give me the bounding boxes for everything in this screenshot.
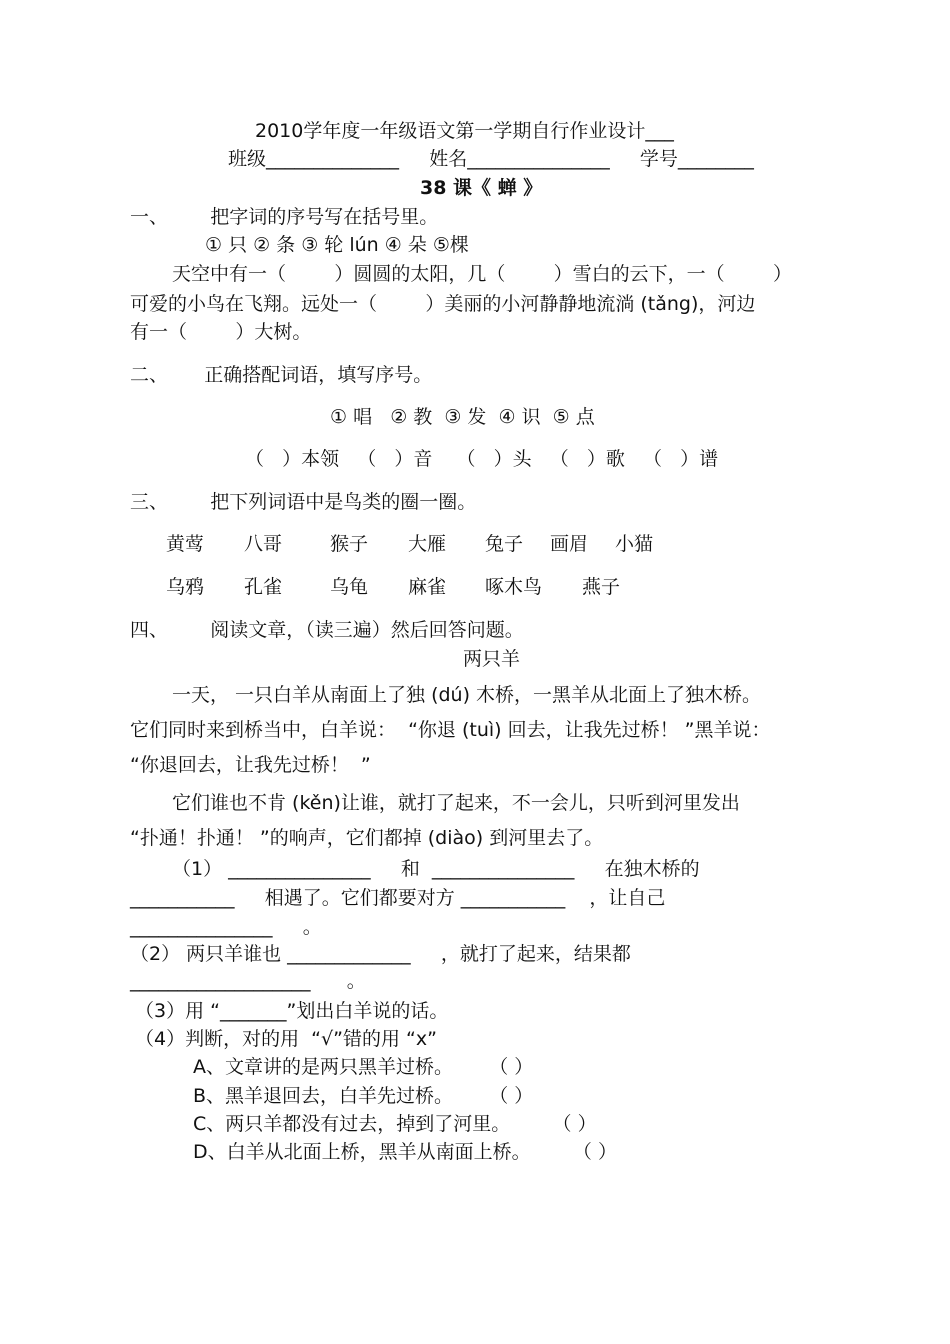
bird-word: 兔子 <box>485 533 524 555</box>
student-info-line: 班级______________ 姓名_______________ 学号________ <box>228 148 754 170</box>
section3-heading: 三、 把下列词语中是鸟类的圈一圈。 <box>130 491 477 513</box>
section1-line-1: 天空中有一（ ）圆圆的太阳，几（ ）雪白的云下，一（ ） <box>172 263 792 285</box>
question-line: ___________ 相遇了。它们都要对方 ___________ ，让自己 <box>130 887 666 909</box>
section2-heading: 二、 正确搭配词语，填写序号。 <box>130 364 433 386</box>
bird-word: 小猫 <box>615 533 654 555</box>
bird-word: 猴子 <box>330 533 369 555</box>
bird-word: 乌龟 <box>330 576 369 598</box>
bird-word: 孔雀 <box>244 576 283 598</box>
judgment-item: B、黑羊退回去，白羊先过桥。 （ ） <box>193 1085 534 1107</box>
section1-line-2: 可爱的小鸟在飞翔。远处一（ ）美丽的小河静静地流淌 (tǎng)，河边 <box>130 293 756 315</box>
question-line: （3）用 “_______”划出白羊说的话。 <box>135 1000 449 1022</box>
bird-word: 燕子 <box>582 576 621 598</box>
story-line-5: “扑通！扑通！ ”的响声，它们都掉 (diào) 到河里去了。 <box>130 827 604 849</box>
question-line: （2） 两只羊谁也 _____________ ，就打了起来，结果都 <box>130 943 631 965</box>
question-line: （4）判断，对的用 “√”错的用 “x” <box>135 1028 437 1050</box>
story-title: 两只羊 <box>463 648 521 670</box>
question-line: _______________ 。 <box>130 916 322 938</box>
lesson-title: 38 课《 蝉 》 <box>420 177 543 199</box>
judgment-item: D、白羊从北面上桥，黑羊从南面上桥。 （ ） <box>193 1141 617 1163</box>
bird-word: 八哥 <box>244 533 283 555</box>
section1-heading: 一、 把字词的序号写在括号里。 <box>130 206 439 228</box>
story-line-2: 它们同时来到桥当中，白羊说： “你退 (tuì) 回去，让我先过桥！ ”黑羊说： <box>130 719 771 741</box>
judgment-item: A、文章讲的是两只黑羊过桥。 （ ） <box>193 1056 534 1078</box>
judgment-item: C、两只羊都没有过去，掉到了河里。 （ ） <box>193 1113 597 1135</box>
question-line: （1） _______________ 和 _______________ 在独木桥的 <box>172 858 700 880</box>
bird-word: 麻雀 <box>408 576 447 598</box>
bird-word: 乌鸦 <box>166 576 205 598</box>
story-line-1: 一天， 一只白羊从南面上了独 (dú) 木桥，一黑羊从北面上了独木桥。 <box>172 684 762 706</box>
question-line: ___________________ 。 <box>130 970 366 992</box>
section4-heading: 四、 阅读文章，（读三遍）然后回答问题。 <box>130 619 524 641</box>
section1-line-3: 有一（ ）大树。 <box>130 321 312 343</box>
worksheet-title: 2010学年度一年级语文第一学期自行作业设计___ <box>255 120 674 142</box>
section2-options: ① 唱 ② 教 ③ 发 ④ 识 ⑤ 点 <box>330 406 595 428</box>
story-line-4: 它们谁也不肯 (kěn)让谁，就打了起来，不一会儿，只听到河里发出 <box>172 792 740 814</box>
story-line-3: “你退回去，让我先过桥！ ” <box>130 754 371 776</box>
bird-word: 大雁 <box>408 533 447 555</box>
section1-options: ① 只 ② 条 ③ 轮 lún ④ 朵 ⑤棵 <box>205 234 469 256</box>
bird-word: 啄木鸟 <box>485 576 543 598</box>
bird-word: 黄莺 <box>166 533 205 555</box>
bird-word: 画眉 <box>550 533 589 555</box>
section2-blanks: （ ）本领 （ ）音 （ ）头 （ ）歌 （ ）谱 <box>245 448 719 470</box>
